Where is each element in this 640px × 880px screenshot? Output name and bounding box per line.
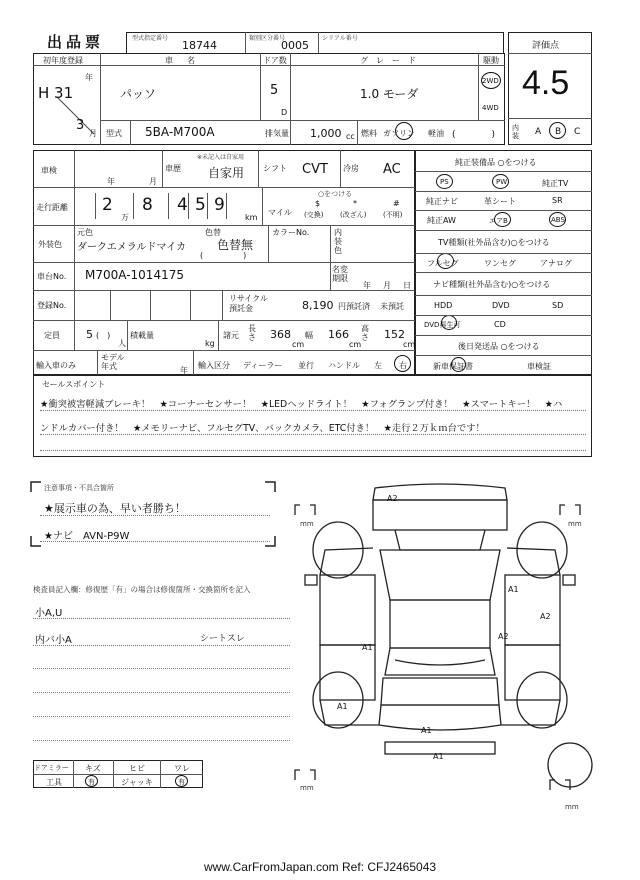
later-warranty-circle bbox=[451, 357, 466, 372]
inspection-label: 車検 bbox=[41, 166, 57, 175]
mileage-d3: 4 bbox=[177, 195, 188, 215]
ac: AC bbox=[383, 162, 401, 177]
model-year-label: モデル年式 bbox=[101, 353, 125, 371]
load-unit: kg bbox=[205, 339, 215, 348]
opt3-label: (不明) bbox=[383, 211, 403, 219]
inspection-year-unit: 年 bbox=[107, 177, 115, 186]
mileage-d4: 5 bbox=[195, 195, 206, 215]
shift-label: シフト bbox=[263, 164, 287, 173]
td-tools-yes: 有 bbox=[88, 778, 95, 786]
body-label: 諸元 bbox=[223, 331, 239, 340]
type-label: 型式 bbox=[106, 129, 122, 138]
serial-label: シリアル番号 bbox=[322, 35, 358, 42]
mark-rear-bumper: A1 bbox=[421, 726, 432, 735]
inspector-label: 検査員記入欄：修復歴「有」の場合は修復箇所・交換箇所を記入 bbox=[33, 585, 251, 594]
td-tools: 工具 bbox=[46, 778, 62, 787]
capacity-label: 定員 bbox=[44, 331, 60, 340]
equip-pw-circle bbox=[492, 174, 509, 189]
equip-abs-circle bbox=[549, 212, 566, 227]
fuel-label: 燃料 bbox=[361, 129, 377, 138]
navi-dvd-play: DVD再生可 bbox=[424, 321, 461, 329]
mileage-km: km bbox=[245, 213, 258, 222]
mm-front-right: mm bbox=[568, 520, 582, 528]
capacity-unit: 人 bbox=[118, 339, 126, 348]
equipment-title: 純正装備品 ○をつける bbox=[455, 158, 537, 167]
mileage-circle-note: ○をつける bbox=[318, 190, 353, 198]
equip-leather: 革シート bbox=[484, 197, 516, 206]
mileage-d1: 2 bbox=[102, 195, 113, 215]
class-no-label: 類別区分番号 bbox=[249, 35, 286, 42]
mm-front-left: mm bbox=[300, 520, 314, 528]
equip-tv: 純正TV bbox=[542, 179, 569, 188]
height-cm: cm bbox=[403, 340, 416, 349]
length-label: 長さ bbox=[248, 324, 256, 342]
later-title: 後日発送品 ○をつける bbox=[458, 342, 540, 351]
navi-title: ナビ種類(社外品含む)○をつける bbox=[433, 280, 551, 289]
th-door-mirror: ドアミラー bbox=[34, 764, 69, 772]
equip-ps: PS bbox=[440, 178, 449, 186]
year-unit: 年 bbox=[85, 73, 93, 82]
shift: CVT bbox=[302, 162, 328, 177]
mile-label: マイル bbox=[268, 208, 292, 217]
door-suffix: D bbox=[281, 108, 288, 117]
fuel-circle bbox=[395, 122, 413, 140]
mark-right-front-door: A1 bbox=[508, 585, 519, 594]
mm-spare: mm bbox=[565, 803, 579, 811]
th-broken: ワレ bbox=[174, 764, 190, 773]
score-value: 4.5 bbox=[522, 64, 570, 102]
load-label: 積載量 bbox=[130, 331, 154, 340]
sales-line1: ★衝突被害軽減ブレーキ！ ★コーナーセンサー！ ★LEDヘッドライト！ ★フォグランプ付き！ ★スマートキー！ ★ハ bbox=[40, 399, 563, 410]
recycle-label: リサイクル預託金 bbox=[229, 294, 268, 313]
opt1-sym: $ bbox=[315, 199, 321, 208]
sales-line2: ンドルカバー付き！ ★メモリーナビ、フルセグTV、バックカメラ、ETC付き！ ★走行２万ｋｍ台です！ bbox=[40, 423, 485, 434]
mm-rear-left: mm bbox=[300, 784, 314, 792]
equip-airbag: エアB bbox=[489, 217, 508, 225]
interior-b: B bbox=[555, 127, 562, 137]
navi-sd: SD bbox=[552, 301, 564, 310]
color-change: 色替無 bbox=[217, 238, 254, 252]
mileage-man: 万 bbox=[121, 213, 129, 222]
mark-left-rear-quarter: A1 bbox=[337, 702, 348, 711]
recycle-amount: 8,190 bbox=[302, 299, 334, 312]
recycle-unpaid: 未預託 bbox=[380, 302, 404, 311]
notes-line2: ★ナビ AVN-P9W bbox=[44, 531, 130, 542]
equip-ps-circle bbox=[436, 174, 453, 189]
model-no-label: 型式指定番号 bbox=[132, 35, 169, 42]
orig-color: ダークエメラルドマイカ bbox=[77, 242, 186, 253]
parallel-option: 並行 bbox=[298, 361, 314, 370]
color-label: 外装色 bbox=[38, 240, 62, 249]
chassis-label: 車台No. bbox=[37, 272, 67, 281]
opt1-label: (交換) bbox=[304, 211, 324, 219]
equip-airbag-circle bbox=[494, 212, 511, 227]
usage-label: 車歴 bbox=[165, 164, 181, 173]
navi-hdd: HDD bbox=[434, 301, 453, 310]
notes-label: 注意事項・不具合箇所 bbox=[44, 484, 114, 492]
registration-label: 登録No. bbox=[37, 301, 67, 310]
height: 152 bbox=[384, 328, 405, 341]
recycle-suffix: 円預託済 bbox=[338, 302, 370, 311]
fuel-light-oil: 軽油 bbox=[428, 129, 444, 138]
color-paren: ( ) bbox=[200, 251, 247, 260]
equip-navi: 純正ナビ bbox=[426, 197, 458, 206]
chassis-no: M700A-1014175 bbox=[85, 268, 184, 282]
th-crack: ヒビ bbox=[129, 764, 145, 773]
capacity: 5 bbox=[86, 328, 93, 341]
handle-right: 右 bbox=[399, 361, 407, 370]
mileage-d2: 8 bbox=[142, 195, 153, 215]
length-cm: cm bbox=[292, 340, 305, 349]
drive-4wd: 4WD bbox=[482, 104, 499, 112]
doors: 5 bbox=[270, 83, 279, 98]
handle-left: 左 bbox=[374, 361, 382, 370]
color-change-label: 色替 bbox=[205, 228, 221, 237]
length: 368 bbox=[270, 328, 291, 341]
interior-b-circle bbox=[549, 122, 566, 139]
tools-yes-circle bbox=[85, 775, 98, 787]
grade-label: グレード bbox=[360, 56, 424, 65]
td-jack: ジャッキ bbox=[121, 778, 153, 787]
first-reg-month: 3 bbox=[76, 118, 85, 133]
grade: 1.0 モーダ bbox=[360, 87, 419, 101]
import-label: 輸入車のみ bbox=[36, 361, 76, 370]
opt3-sym: # bbox=[393, 199, 400, 208]
interior-c: C bbox=[574, 127, 581, 137]
orig-color-label: 元色 bbox=[77, 228, 93, 237]
equip-pw: PW bbox=[496, 178, 508, 186]
opt2-sym: * bbox=[353, 199, 357, 208]
interior-color-label: 内装色 bbox=[334, 228, 342, 255]
height-label: 高さ bbox=[361, 324, 369, 342]
equip-abs: ABS bbox=[551, 216, 565, 224]
notes-line1: ★展示車の為、早い者勝ち！ bbox=[44, 502, 186, 515]
ac-label: 冷房 bbox=[343, 164, 359, 173]
mileage-label: 走行距離 bbox=[36, 203, 68, 212]
fuel-paren: ( ) bbox=[452, 130, 496, 140]
drive-label: 駆動 bbox=[483, 56, 499, 65]
sales-label: セールスポイント bbox=[42, 380, 106, 389]
deadline-year: 年 bbox=[363, 281, 371, 290]
inspector-line2b: シートスレ bbox=[200, 634, 245, 644]
mileage-d5: 9 bbox=[214, 195, 225, 215]
usage: 自家用 bbox=[208, 166, 245, 180]
tv-analog: アナログ bbox=[540, 259, 572, 268]
car-name-label: 車名 bbox=[165, 56, 209, 65]
sales-block bbox=[33, 375, 592, 457]
car-name: パッソ bbox=[120, 87, 157, 101]
mark-rear-under: A1 bbox=[433, 752, 444, 761]
mark-front-bumper: A2 bbox=[387, 494, 398, 503]
navi-dvd: DVD bbox=[492, 301, 510, 310]
import-category-label: 輸入区分 bbox=[198, 361, 230, 370]
navi-dvd-play-circle bbox=[441, 315, 457, 330]
model-type: 5BA-M700A bbox=[145, 125, 215, 139]
month-unit: 月 bbox=[89, 129, 97, 138]
displacement: 1,000 bbox=[310, 127, 342, 140]
class-no: 0005 bbox=[281, 39, 309, 52]
color-no-label: カラーNo. bbox=[272, 228, 310, 237]
doors-label: ドア数 bbox=[263, 56, 287, 65]
mark-right-rear-door: A2 bbox=[498, 632, 509, 641]
later-warranty: 新車保証書 bbox=[433, 362, 473, 371]
handle-label: ハンドル bbox=[328, 361, 360, 370]
equip-sr: SR bbox=[552, 196, 563, 205]
first-reg-year: H 31 bbox=[38, 84, 74, 102]
model-no: 18744 bbox=[182, 39, 217, 52]
page-title: 出品票 bbox=[47, 33, 105, 51]
inspector-line2a: 内バ小A bbox=[35, 635, 72, 646]
deadline-month: 月 bbox=[383, 281, 391, 290]
width-label: 幅 bbox=[305, 331, 313, 340]
cc-unit: cc bbox=[346, 132, 355, 141]
model-year-unit: 年 bbox=[180, 366, 188, 375]
tv-fullseg-circle bbox=[437, 253, 454, 269]
displacement-label: 排気量 bbox=[265, 129, 289, 138]
equip-aw: 純正AW bbox=[427, 216, 456, 225]
tv-title: TV種類(社外品含む)○をつける bbox=[438, 238, 550, 247]
fuel-gasoline: ガソリン bbox=[383, 129, 415, 138]
inspection-month-unit: 月 bbox=[149, 177, 157, 186]
width: 166 bbox=[328, 328, 349, 341]
interior-label: 内装 bbox=[512, 124, 519, 140]
later-certificate: 車検証 bbox=[527, 362, 551, 371]
th-scratch: キズ bbox=[85, 764, 101, 773]
td-jack-yes: 有 bbox=[178, 778, 185, 786]
deadline-day: 日 bbox=[403, 281, 411, 290]
first-reg-label: 初年度登録 bbox=[43, 56, 83, 65]
inspector-line1: 小A,U bbox=[35, 608, 63, 619]
mark-right-front-fender: A2 bbox=[540, 612, 551, 621]
drive-2wd-circle bbox=[481, 72, 501, 89]
dealer-option: ディーラー bbox=[243, 361, 283, 370]
width-cm: cm bbox=[349, 340, 362, 349]
opt2-label: (改ざん) bbox=[340, 211, 367, 219]
deadline-label: 名変期限 bbox=[332, 265, 348, 283]
navi-cd: CD bbox=[494, 320, 506, 329]
usage-note: ※未記入は自家用 bbox=[197, 154, 245, 161]
tv-oneseg: ワンセグ bbox=[484, 259, 516, 268]
footer-ref: www.CarFromJapan.com Ref: CFJ2465043 bbox=[203, 860, 437, 874]
capacity-paren: ( ) bbox=[96, 331, 111, 340]
tv-fullseg: フルセグ bbox=[427, 259, 459, 268]
handle-right-circle bbox=[394, 355, 411, 372]
drive-2wd: 2WD bbox=[482, 77, 499, 85]
interior-a: A bbox=[535, 127, 542, 137]
jack-yes-circle bbox=[175, 775, 188, 787]
score-label: 評価点 bbox=[532, 41, 560, 51]
mark-left-rear-door: A1 bbox=[362, 643, 373, 652]
